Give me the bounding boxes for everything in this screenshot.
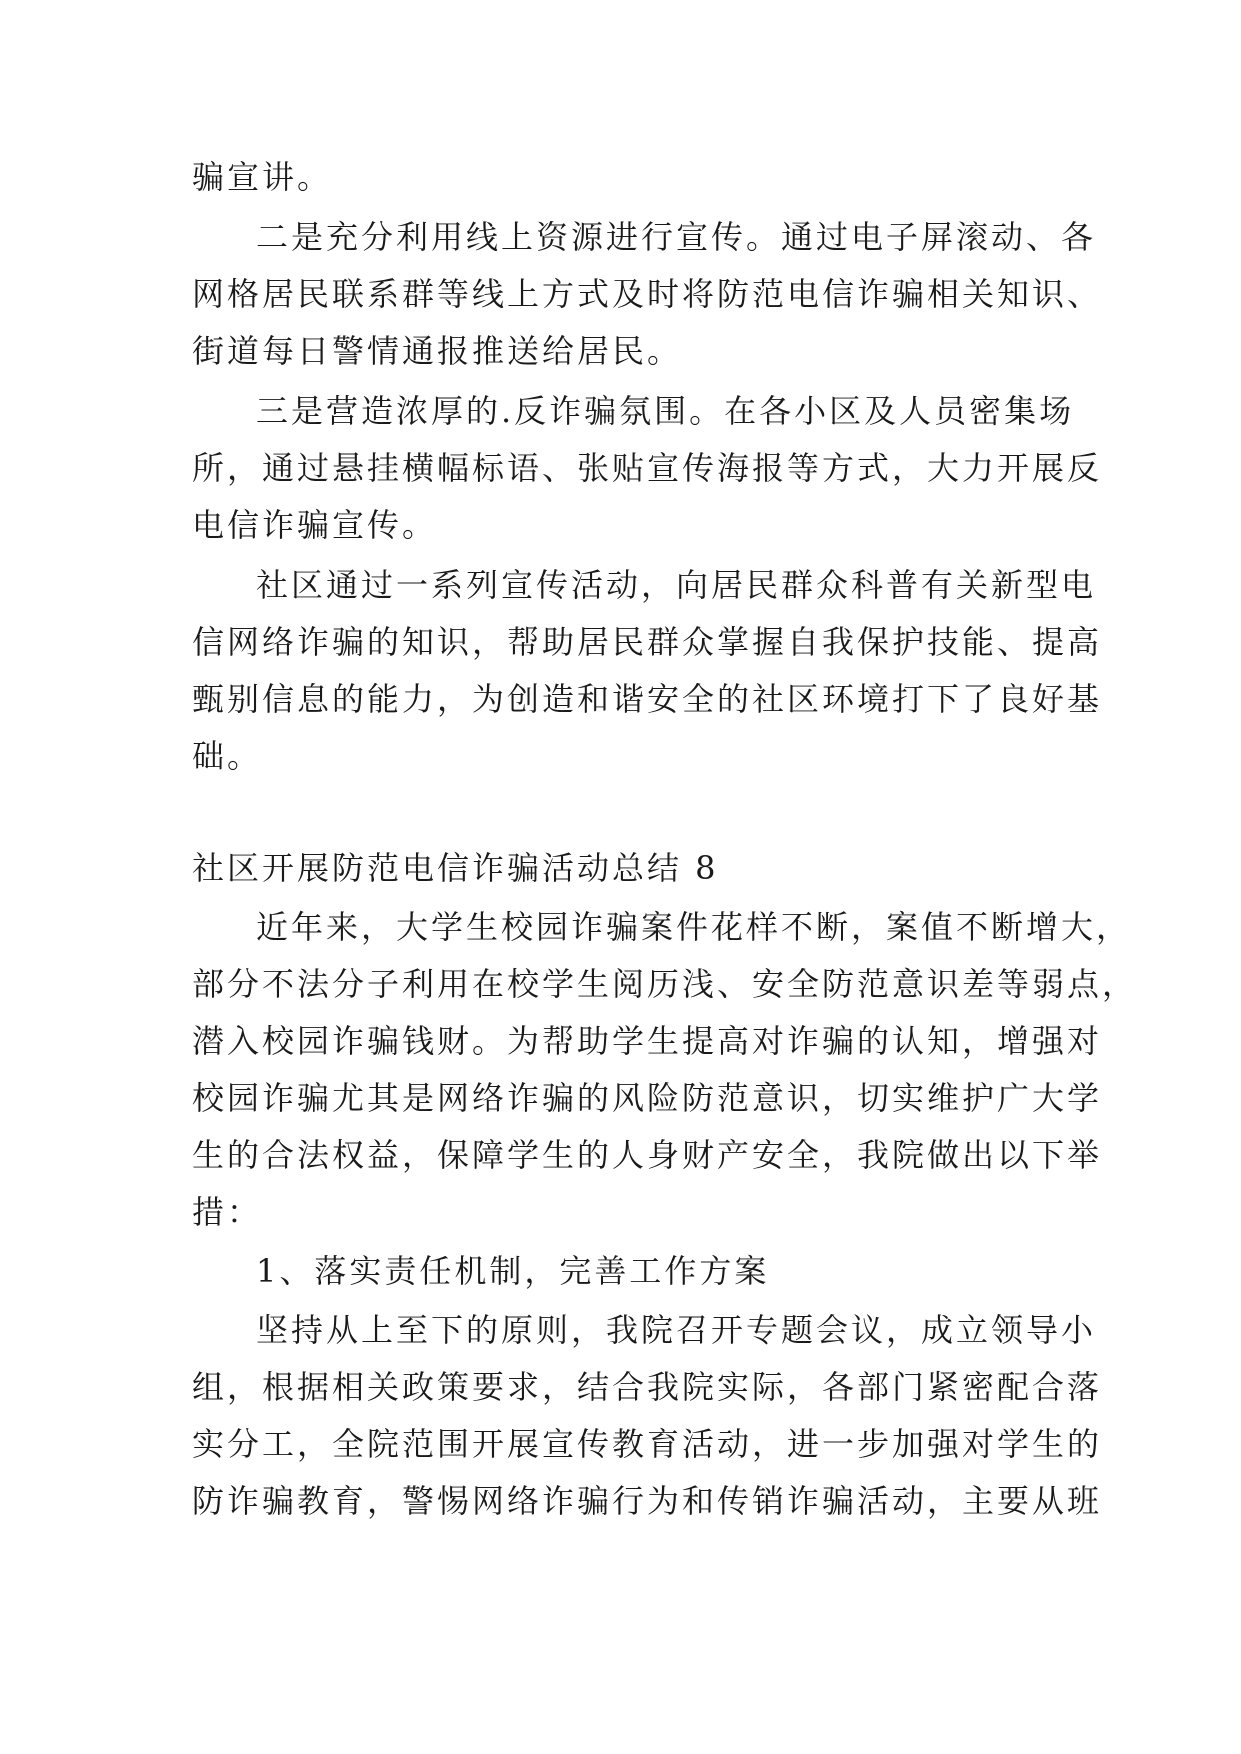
paragraph-line-community-summary: 础。 bbox=[192, 737, 263, 775]
paragraph-line-work-plan: 组，根据相关政策要求，结合我院实际，各部门紧密配合落 bbox=[192, 1368, 1103, 1406]
section-title: 社区开展防范电信诈骗活动总结 8 bbox=[192, 849, 719, 887]
paragraph-line-atmosphere: 所，通过悬挂横幅标语、张贴宣传海报等方式，大力开展反 bbox=[192, 449, 1103, 487]
paragraph-line-campus-fraud: 校园诈骗尤其是网络诈骗的风险防范意识，切实维护广大学 bbox=[192, 1079, 1103, 1117]
paragraph-line-work-plan: 实分工，全院范围开展宣传教育活动，进一步加强对学生的 bbox=[192, 1425, 1103, 1463]
paragraph-line-work-plan: 坚持从上至下的原则，我院召开专题会议，成立领导小 bbox=[256, 1311, 1097, 1349]
paragraph-line-campus-fraud: 措： bbox=[192, 1193, 263, 1231]
paragraph-line-atmosphere: 电信诈骗宣传。 bbox=[192, 506, 438, 544]
paragraph-line-atmosphere: 三是营造浓厚的.反诈骗氛围。在各小区及人员密集场 bbox=[256, 392, 1075, 430]
paragraph-line-continuation: 骗宣讲。 bbox=[192, 158, 333, 196]
paragraph-line-campus-fraud: 生的合法权益，保障学生的人身财产安全，我院做出以下举 bbox=[192, 1136, 1103, 1174]
paragraph-line-campus-fraud: 潜入校园诈骗钱财。为帮助学生提高对诈骗的认知，增强对 bbox=[192, 1022, 1103, 1060]
list-heading-responsibility: 1、落实责任机制，完善工作方案 bbox=[256, 1252, 770, 1290]
paragraph-line-online-promotion: 二是充分利用线上资源进行宣传。通过电子屏滚动、各 bbox=[256, 218, 1097, 256]
paragraph-line-online-promotion: 网格居民联系群等线上方式及时将防范电信诈骗相关知识、 bbox=[192, 275, 1103, 313]
paragraph-line-campus-fraud: 部分不法分子利用在校学生阅历浅、安全防范意识差等弱点， bbox=[192, 965, 1138, 1003]
paragraph-line-campus-fraud: 近年来，大学生校园诈骗案件花样不断，案值不断增大， bbox=[256, 908, 1132, 946]
paragraph-line-community-summary: 信网络诈骗的知识，帮助居民群众掌握自我保护技能、提高 bbox=[192, 623, 1103, 661]
paragraph-line-community-summary: 社区通过一系列宣传活动，向居民群众科普有关新型电 bbox=[256, 566, 1097, 604]
paragraph-line-online-promotion: 街道每日警情通报推送给居民。 bbox=[192, 332, 683, 370]
paragraph-line-community-summary: 甄别信息的能力，为创造和谐安全的社区环境打下了良好基 bbox=[192, 680, 1103, 718]
paragraph-line-work-plan: 防诈骗教育，警惕网络诈骗行为和传销诈骗活动，主要从班 bbox=[192, 1482, 1103, 1520]
